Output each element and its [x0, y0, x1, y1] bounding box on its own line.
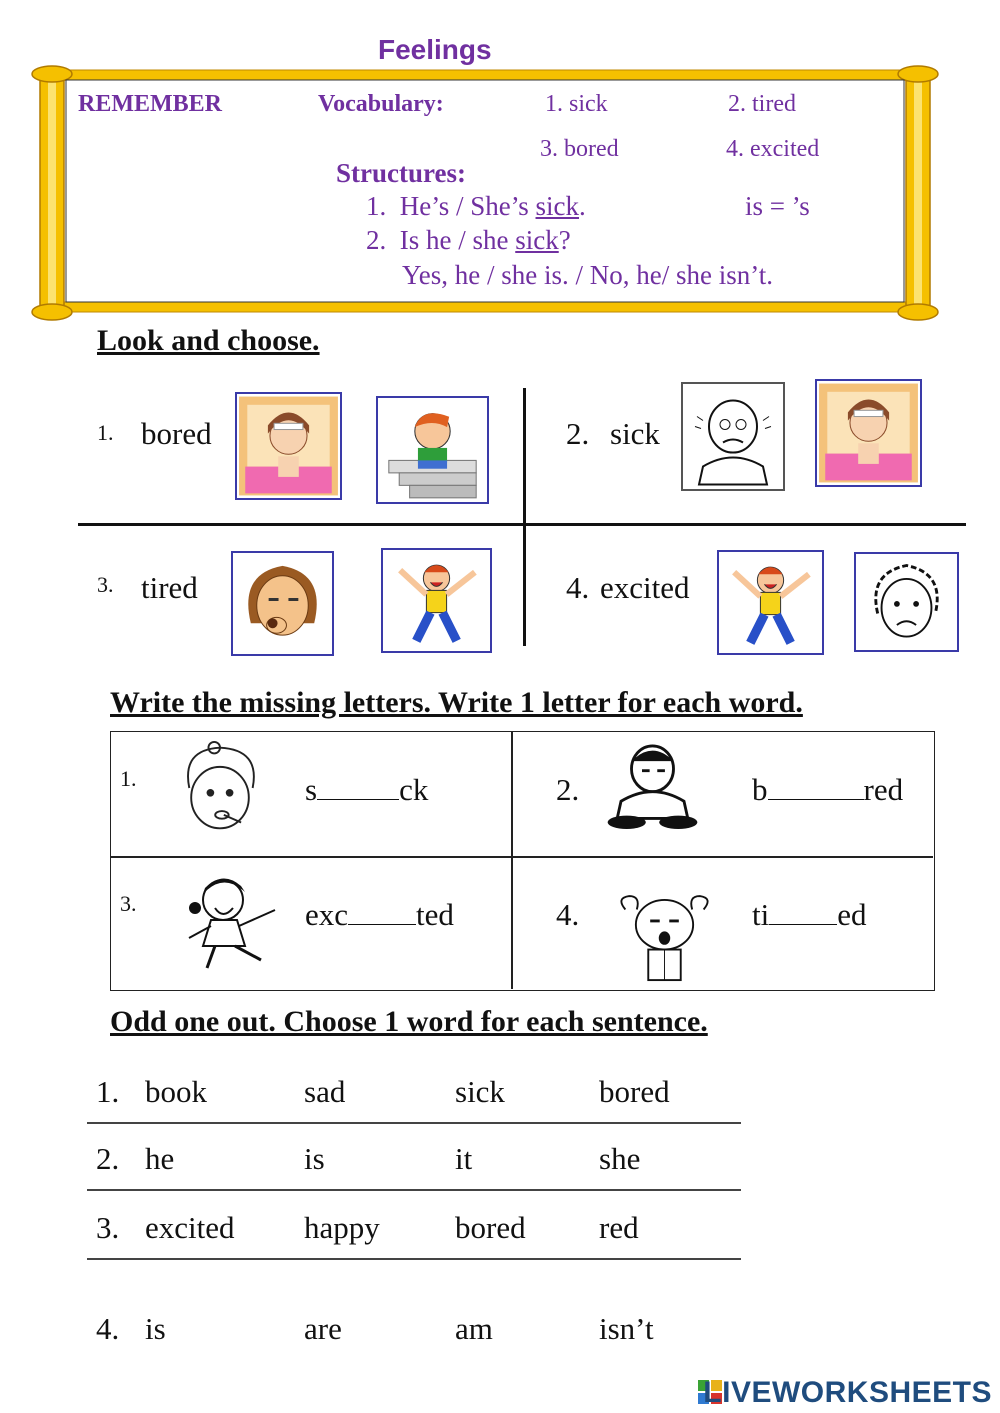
item-number: 4. [566, 570, 590, 605]
sad-face-picture-option[interactable] [854, 552, 959, 652]
vocab-item: 2. tired [728, 91, 796, 117]
word-tired-blank [752, 897, 867, 933]
word-option[interactable]: book [145, 1074, 207, 1109]
structures-label: Structures: [336, 158, 466, 188]
word-option[interactable]: sick [455, 1074, 505, 1109]
vertical-divider [523, 388, 526, 646]
vocabulary-label: Vocabulary: [318, 91, 444, 117]
row-number: 2. [96, 1141, 120, 1176]
item-word: sick [610, 416, 660, 451]
blank-line[interactable] [768, 773, 864, 800]
word-option[interactable]: happy [304, 1210, 380, 1245]
excited-boy-picture-option[interactable] [717, 550, 824, 655]
word-option[interactable]: he [145, 1141, 175, 1176]
missing-letters-heading: Write the missing letters. Write 1 letter for each word. [110, 686, 803, 719]
word-option[interactable]: is [145, 1311, 166, 1346]
structure-2-text: 2. Is he / she [366, 225, 516, 255]
word-option[interactable]: sad [304, 1074, 346, 1109]
word-option[interactable]: she [599, 1141, 641, 1176]
grid-horizontal-line [111, 856, 933, 858]
row-number: 4. [96, 1311, 120, 1346]
horizontal-divider [78, 523, 966, 526]
word-suffix: ted [416, 897, 454, 932]
vocab-item: 4. excited [726, 136, 820, 162]
excited-girl-icon [175, 870, 295, 974]
sick-girl-picture-option[interactable] [235, 392, 342, 500]
contraction-note: is = ’s [745, 191, 810, 221]
page-title: Feelings [378, 34, 492, 65]
word-option[interactable]: bored [599, 1074, 670, 1109]
word-suffix: red [863, 772, 904, 807]
row-divider [87, 1122, 741, 1124]
cell-number: 1. [120, 766, 137, 791]
word-option[interactable]: is [304, 1141, 325, 1176]
structure-2-keyword: sick [515, 225, 559, 255]
structure-1 [366, 191, 586, 222]
cell-number: 4. [556, 897, 580, 932]
structure-answers: Yes, he / she is. / No, he/ she isn’t. [402, 260, 774, 290]
bored-boy-picture-option[interactable] [376, 396, 489, 504]
word-bored-blank [752, 772, 903, 808]
blank-line[interactable] [769, 898, 837, 925]
word-sick-blank [305, 772, 428, 808]
look-and-choose-heading: Look and choose. [97, 324, 320, 357]
vocab-item: 1. sick [545, 91, 608, 117]
item-word: excited [600, 570, 690, 605]
grid-vertical-line [511, 732, 513, 989]
excited-boy-picture-option[interactable] [381, 548, 492, 653]
item-number: 2. [566, 416, 590, 451]
blank-line[interactable] [348, 898, 416, 925]
word-prefix: ti [752, 897, 770, 932]
sick-child-icon [172, 740, 268, 836]
item-number: 1. [97, 420, 114, 445]
bored-person-icon [600, 740, 705, 832]
item-word: bored [141, 416, 212, 451]
blank-line[interactable] [317, 773, 399, 800]
structure-1-text: 1. He’s / She’s [366, 191, 536, 221]
structure-1-keyword: sick [535, 191, 580, 221]
word-prefix: exc [305, 897, 349, 932]
row-divider [87, 1189, 741, 1191]
word-prefix: s [305, 772, 318, 807]
row-number: 3. [96, 1210, 120, 1245]
word-option[interactable]: red [599, 1210, 639, 1245]
word-option[interactable]: isn’t [599, 1311, 654, 1346]
tired-woman-picture-option[interactable] [231, 551, 334, 656]
structure-2-end: ? [558, 225, 571, 255]
structure-2 [366, 225, 571, 256]
tired-girl-icon [612, 892, 717, 988]
row-number: 1. [96, 1074, 120, 1109]
sick-man-picture-option[interactable] [681, 382, 785, 491]
word-option[interactable]: bored [455, 1210, 526, 1245]
cell-number: 2. [556, 772, 580, 807]
item-word: tired [141, 570, 198, 605]
word-excited-blank [305, 897, 454, 933]
sick-girl-picture-option[interactable] [815, 379, 922, 487]
odd-one-out-heading: Odd one out. Choose 1 word for each sentence. [110, 1005, 708, 1038]
row-divider [87, 1258, 741, 1260]
cell-number: 3. [120, 891, 137, 916]
vocab-item: 3. bored [540, 136, 619, 162]
word-option[interactable]: are [304, 1311, 342, 1346]
word-option[interactable]: excited [145, 1210, 235, 1245]
item-number: 3. [97, 572, 114, 597]
liveworksheets-logo[interactable]: LIVEWORKSHEETS [703, 1376, 992, 1409]
word-option[interactable]: it [455, 1141, 473, 1176]
word-prefix: b [752, 772, 768, 807]
word-suffix: ed [837, 897, 867, 932]
word-suffix: ck [399, 772, 429, 807]
remember-label: REMEMBER [78, 91, 222, 117]
word-option[interactable]: am [455, 1311, 493, 1346]
structure-1-end: . [579, 191, 586, 221]
